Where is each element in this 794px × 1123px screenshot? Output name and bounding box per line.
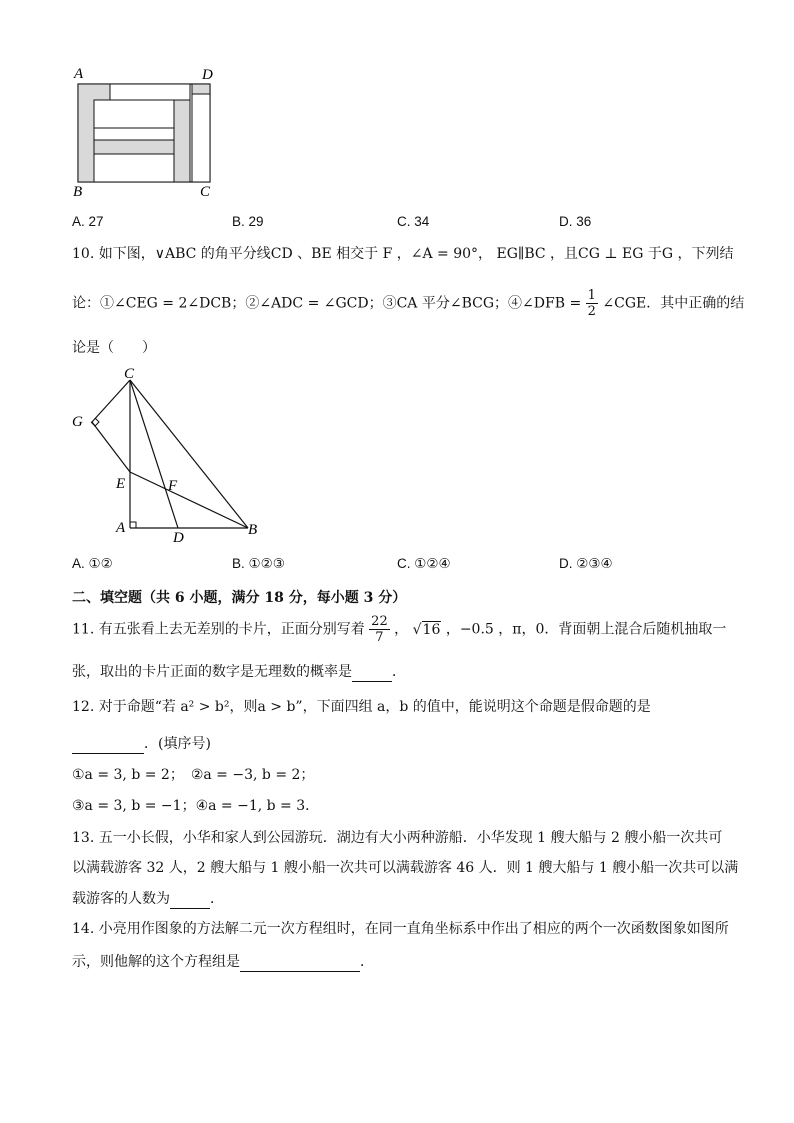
label-c: C [200, 184, 211, 200]
q11-period: ． [392, 664, 406, 680]
q9-option-c: C. 34 [397, 214, 430, 229]
q11-line2 [72, 662, 406, 682]
q10-line3: 论是（ ） [72, 340, 156, 356]
q13-line3 [72, 889, 224, 909]
fraction-numerator: 1 [587, 288, 596, 303]
q11-text-b: ， [394, 621, 409, 638]
q13-text-line3: 载游客的人数为 [72, 891, 170, 907]
q13-period: ． [210, 891, 224, 907]
figure-q10-triangle [70, 366, 270, 546]
q12-options-row2: ③a = 3, b = −1；④a = −1, b = 3． [72, 798, 320, 814]
section-header-fill-in: 二、填空题（共 6 小题，满分 18 分，每小题 3 分） [72, 590, 407, 606]
q13-line2: 以满载游客 32 人，2 艘大船与 1 艘小船一次共可以满载游客 46 人．则 1 艘大船与 1 艘小船一次共可以满 [72, 860, 739, 876]
q12-line1: 12. 对于命题“若 a² > b²，则a > b”，下面四组 a，b 的值中，能说明这个命题是假命题的是 [72, 699, 651, 715]
q10-option-a: A. ①② [72, 556, 113, 571]
fraction-22-over-7 [369, 614, 390, 645]
q9-option-d: D. 36 [559, 214, 592, 229]
q10-line2-b: ∠CGE．其中正确的结 [602, 295, 745, 312]
label-a: A [116, 520, 126, 536]
q10-line1: 10. 如下图，∨ABC 的角平分线CD 、BE 相交于 F ，∠A = 90°， EG∥BC ，且CG ⊥ EG 于G ，下列结 [72, 246, 734, 262]
sqrt-radicand: 16 [422, 621, 441, 638]
q14-text-line2: 示，则他解的这个方程组是 [72, 954, 240, 970]
q12-fill-hint: ．(填序号) [144, 736, 211, 752]
answer-blank [170, 892, 210, 909]
label-e: E [116, 476, 126, 492]
label-a: A [74, 66, 84, 82]
q9-option-b: B. 29 [232, 214, 264, 229]
q11-line1 [72, 614, 726, 645]
fraction-numerator: 22 [371, 614, 388, 629]
q9-option-a: A. 27 [72, 214, 104, 229]
answer-blank [240, 955, 360, 972]
q10-line2-a: 论：①∠CEG = 2∠DCB；②∠ADC = ∠GCD；③CA 平分∠BCG；④∠DFB = [72, 295, 582, 312]
q11-text-c: ，−0.5 ，π，0．背面朝上混合后随机抽取一 [445, 621, 727, 638]
label-f: F [168, 478, 178, 494]
q10-option-b: B. ①②③ [232, 556, 285, 571]
q11-text-a: 11. 有五张看上去无差别的卡片，正面分别写着 [72, 621, 365, 638]
q10-line2 [72, 288, 744, 319]
fraction-denominator: 7 [375, 630, 384, 645]
label-c: C [124, 366, 135, 382]
q14-period: ． [360, 954, 374, 970]
label-g: G [72, 414, 83, 430]
q12-line2 [72, 734, 211, 754]
figure-q9-rectangle [70, 62, 220, 200]
answer-blank [72, 737, 144, 754]
q13-line1: 13. 五一小长假，小华和家人到公园游玩．湖边有大小两种游船．小华发现 1 艘大船与 2 艘小船一次共可 [72, 830, 723, 846]
q14-line1: 14. 小亮用作图象的方法解二元一次方程组时，在同一直角坐标系中作出了相应的两个一次函数图象如图所 [72, 921, 729, 937]
q11-text-line2: 张，取出的卡片正面的数字是无理数的概率是 [72, 664, 352, 680]
label-d: D [173, 530, 184, 546]
answer-blank [352, 665, 392, 682]
q10-option-d: D. ②③④ [559, 556, 613, 571]
q10-option-c: C. ①②④ [397, 556, 451, 571]
label-b: B [73, 184, 83, 200]
label-b: B [248, 522, 258, 538]
label-d: D [202, 67, 213, 83]
fraction-one-half [586, 288, 598, 319]
sqrt-16: √16 [412, 621, 441, 638]
q12-options-row1: ①a = 3, b = 2； ②a = −3, b = 2； [72, 767, 315, 783]
fraction-denominator: 2 [587, 304, 596, 319]
q14-line2 [72, 952, 374, 972]
